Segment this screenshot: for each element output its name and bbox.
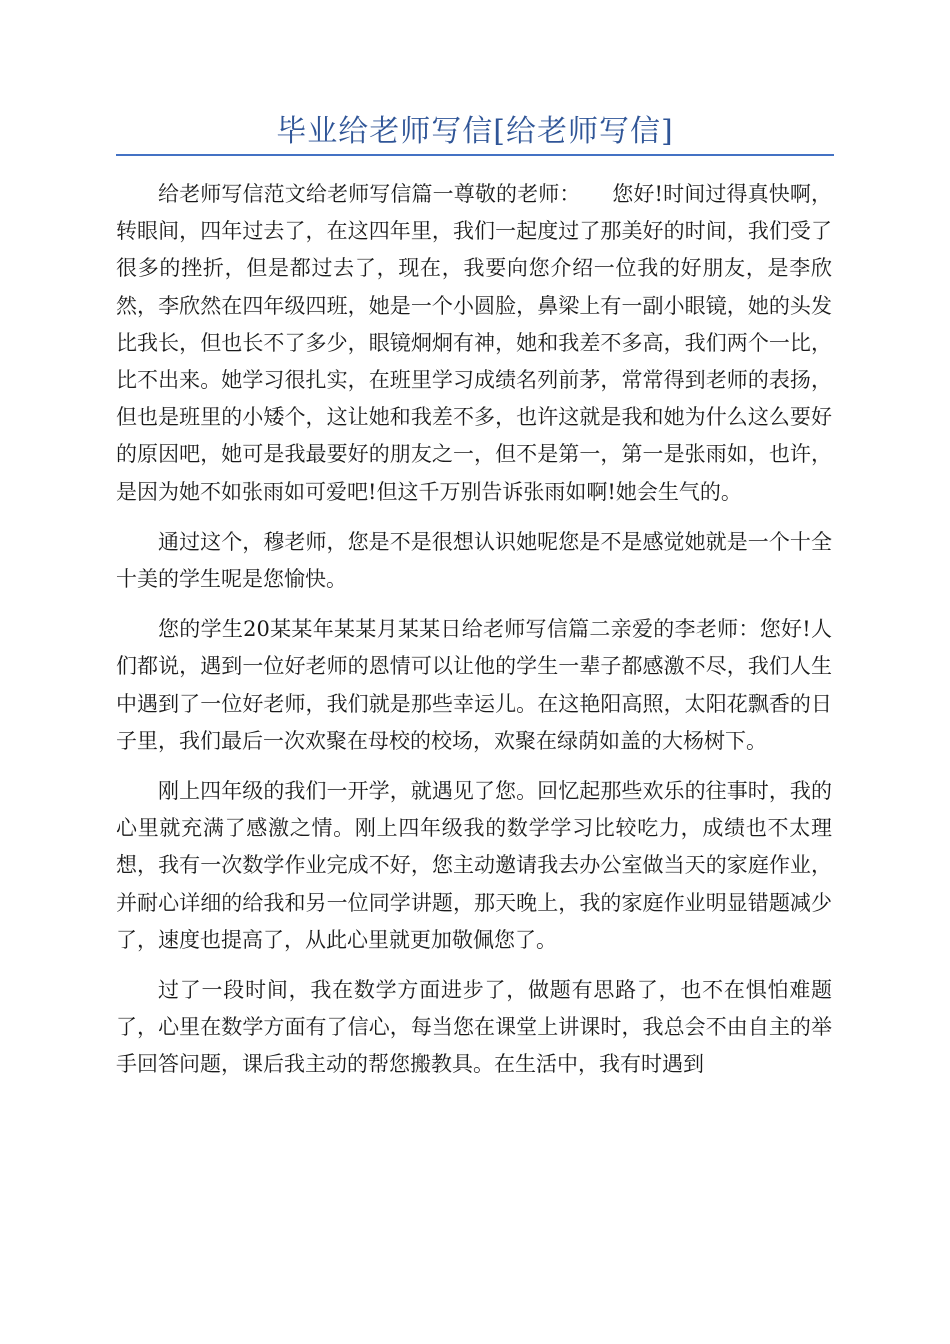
paragraph-3: 您的学生20某某年某某月某某日给老师写信篇二亲爱的李老师：您好!人们都说，遇到一位好老师的恩情可以让他的学生一辈子都感激不尽，我们人生中遇到了一位好老师，我们就是那些幸运儿。在这艳阳高照，太阳花飘香的日子里，我们最后一次欢聚在母校的校场，欢聚在绿荫如盖的大杨树下。 <box>116 617 832 753</box>
paragraph-1: 给老师写信范文给老师写信篇一尊敬的老师： 您好!时间过得真快啊，转眼间，四年过去了，在这四年里，我们一起度过了那美好的时间，我们受了很多的挫折，但是都过去了，现在，我要向您介绍一位我的好朋友，是李欣然，李欣然在四年级四班，她是一个小圆脸，鼻梁上有一副小眼镜，她的头发比我长，但也长不了多少，眼镜炯炯有神，她和我差不多高，我们两个一比，比不出来。她学习很扎实，在班里学习成绩名列前茅，常常得到老师的表扬，但也是班里的小矮个，这让她和我差不多，也许这就是我和她为什么这么要好的原因吧，她可是我最要好的朋友之一，但不是第一，第一是张雨如，也许，是因为她不如张雨如可爱吧!但这千万别告诉张雨如啊!她会生气的。 <box>116 182 832 504</box>
paragraph-2: 通过这个，穆老师，您是不是很想认识她呢您是不是感觉她就是一个十全十美的学生呢是您愉快。 <box>116 529 832 592</box>
paragraph-4: 刚上四年级的我们一开学，就遇见了您。回忆起那些欢乐的往事时，我的心里就充满了感激之情。刚上四年级我的数学学习比较吃力，成绩也不太理想，我有一次数学作业完成不好，您主动邀请我去办公室做当天的家庭作业，并耐心详细的给我和另一位同学讲题，那天晚上，我的家庭作业明显错题减少了，速度也提高了，从此心里就更加敬佩您了。 <box>116 779 832 952</box>
document-body <box>116 176 832 1097</box>
paragraph-5: 过了一段时间，我在数学方面进步了，做题有思路了，也不在惧怕难题了，心里在数学方面有了信心，每当您在课堂上讲课时，我总会不由自主的举手回答问题，课后我主动的帮您搬教具。在生活中，我有时遇到 <box>116 978 832 1077</box>
title-underline <box>116 154 834 156</box>
document-title: 毕业给老师写信[给老师写信] <box>276 114 674 149</box>
